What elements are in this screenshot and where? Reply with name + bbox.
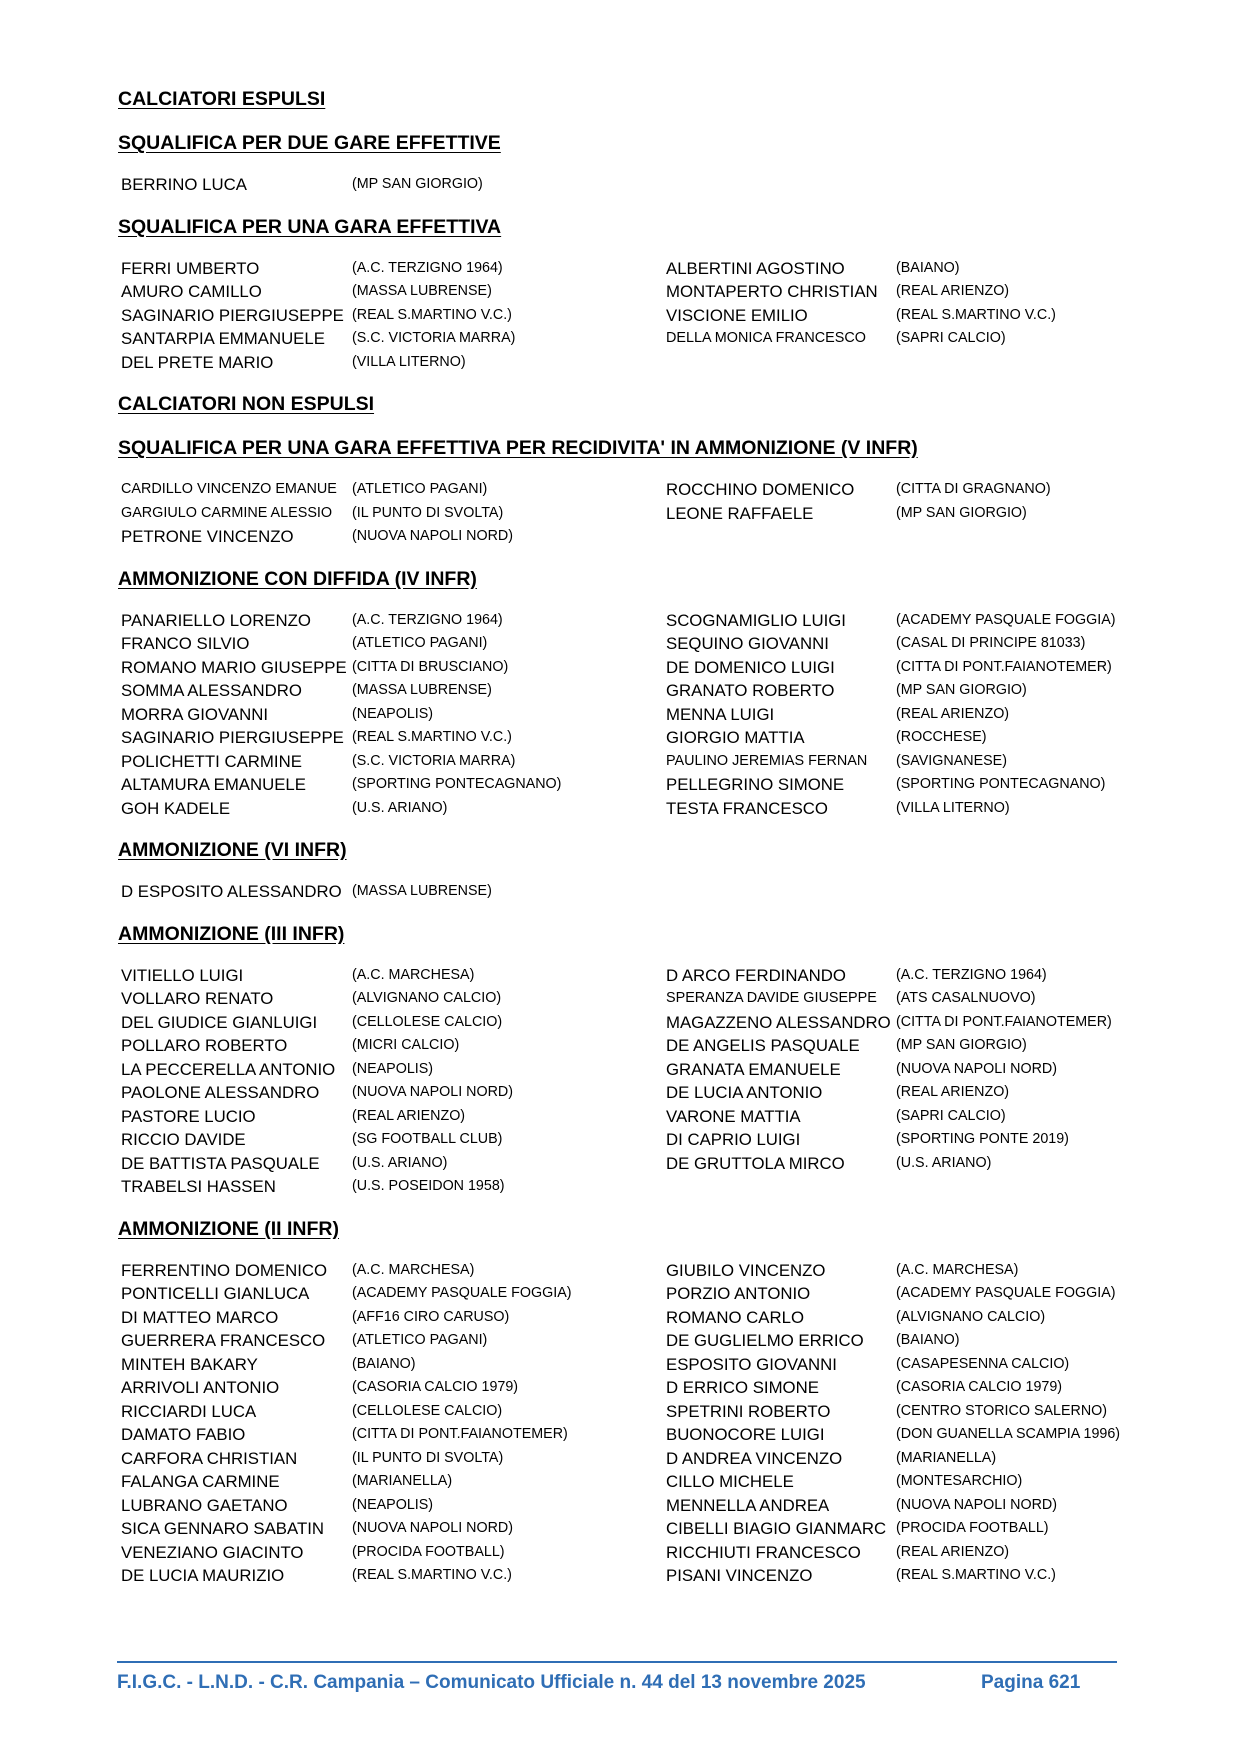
player-club: (U.S. ARIANO) [352,799,448,816]
player-name: D ERRICO SIMONE [666,1378,819,1397]
player-club: (BAIANO) [896,1332,960,1348]
player-club: (CASORIA CALCIO 1979) [896,1379,1063,1395]
player-name: LUBRANO GAETANO [121,1495,288,1515]
player-club: (REAL S.MARTINO V.C.) [896,1567,1056,1583]
player-club: (ROCCHESE) [896,729,987,745]
player-name: CARFORA CHRISTIAN [121,1448,298,1468]
player-club: (IL PUNTO DI SVOLTA) [352,504,504,521]
player-club: (A.C. TERZIGNO 1964) [352,611,503,628]
player-club: (CELLOLESE CALCIO) [352,1013,503,1030]
player-name: POLLARO ROBERTO [121,1036,288,1055]
player-club: (NEAPOLIS) [352,705,434,722]
player-name: DE GRUTTOLA MIRCO [666,1153,845,1173]
player-name: DI CAPRIO LUIGI [666,1130,801,1149]
player-club: (A.C. TERZIGNO 1964) [896,966,1047,983]
player-club: (REAL S.MARTINO V.C.) [352,1567,512,1583]
player-name: ARRIVOLI ANTONIO [121,1378,280,1397]
player-club: (CITTA DI PONT.FAIANOTEMER) [896,658,1112,675]
player-name: VOLLARO RENATO [121,989,274,1008]
player-club: (REAL S.MARTINO V.C.) [352,729,512,745]
player-list [121,173,1118,197]
player-club: (MP SAN GIORGIO) [352,176,483,192]
player-name: DE ANGELIS PASQUALE [666,1036,860,1055]
player-club: (CITTA DI PONT.FAIANOTEMER) [352,1426,568,1442]
section-heading: CALCIATORI NON ESPULSI [118,393,375,415]
player-club: (ATLETICO PAGANI) [352,1332,488,1348]
player-name: BERRINO LUCA [121,175,247,194]
player-list [121,609,1118,821]
player-name: SPERANZA DAVIDE GIUSEPPE [666,990,877,1006]
player-list [121,880,1118,904]
player-name: MENNELLA ANDREA [666,1495,830,1515]
player-club: (BAIANO) [352,1355,416,1372]
player-name: DEL GIUDICE GIANLUIGI [121,1012,318,1032]
subsection-heading: SQUALIFICA PER UNA GARA EFFETTIVA [118,215,502,238]
player-club: (S.C. VICTORIA MARRA) [352,330,516,346]
empty-cell [896,173,1121,197]
player-club: (MASSA LUBRENSE) [352,883,492,899]
player-name: DEL PRETE MARIO [121,352,274,372]
empty-cell [896,880,1121,904]
player-club: (IL PUNTO DI SVOLTA) [352,1449,504,1466]
player-club: (S.C. VICTORIA MARRA) [352,752,516,769]
player-name: CIBELLI BIAGIO GIANMARC [666,1519,887,1538]
player-name: FRANCO SILVIO [121,634,250,653]
subsection-heading: SQUALIFICA PER DUE GARE EFFETTIVE [118,132,501,154]
player-name: PETRONE VINCENZO [121,527,294,546]
player-club: (CITTA DI PONT.FAIANOTEMER) [896,1013,1112,1030]
player-name: POLICHETTI CARMINE [121,751,302,771]
player-name: TRABELSI HASSEN [121,1177,276,1196]
player-name: D ARCO FERDINANDO [666,965,846,985]
player-name: SEQUINO GIOVANNI [666,634,829,653]
player-name: GARGIULO CARMINE ALESSIO [121,504,333,521]
player-club: (AFF16 CIRO CARUSO) [352,1308,510,1325]
player-club: (VILLA LITERNO) [352,353,466,370]
player-list [121,1259,1121,1588]
player-club: (SPORTING PONTE 2019) [896,1131,1069,1147]
player-club: (CITTA DI BRUSCIANO) [352,658,509,675]
player-name: AMURO CAMILLO [121,282,262,301]
player-name: FERRI UMBERTO [121,258,260,278]
player-club: (BAIANO) [896,259,960,276]
empty-cell [896,525,1121,549]
page-content [118,84,1121,1606]
player-club: (NEAPOLIS) [352,1060,434,1077]
section-heading: CALCIATORI ESPULSI [118,88,326,110]
player-name: ROMANO CARLO [666,1307,804,1327]
player-club: (PROCIDA FOOTBALL) [352,1543,505,1560]
player-club: (MP SAN GIORGIO) [896,1037,1027,1053]
player-name: SANTARPIA EMMANUELE [121,329,325,348]
player-club: (ACADEMY PASQUALE FOGGIA) [352,1285,572,1301]
empty-cell [666,173,896,197]
player-club: (CASAPESENNA CALCIO) [896,1355,1070,1372]
player-list [121,478,1118,549]
player-club: (SPORTING PONTECAGNANO) [896,776,1106,792]
player-name: PISANI VINCENZO [666,1566,813,1585]
player-club: (CITTA DI GRAGNANO) [896,481,1051,497]
player-club: (SAPRI CALCIO) [896,330,1006,346]
player-name: DELLA MONICA FRANCESCO [666,330,866,346]
player-name: VITIELLO LUIGI [121,965,244,985]
player-club: (ATLETICO PAGANI) [352,481,488,497]
player-club: (A.C. TERZIGNO 1964) [352,259,503,276]
player-club: (ATS CASALNUOVO) [896,990,1036,1006]
player-name: GOH KADELE [121,798,231,818]
player-club: (NUOVA NAPOLI NORD) [352,1520,513,1536]
player-club: (A.C. MARCHESA) [352,966,475,983]
player-name: FALANGA CARMINE [121,1472,280,1491]
player-club: (ACADEMY PASQUALE FOGGIA) [896,1285,1116,1301]
player-name: MINTEH BAKARY [121,1354,258,1374]
player-name: ROMANO MARIO GIUSEPPE [121,657,347,677]
player-club: (NUOVA NAPOLI NORD) [352,1084,513,1100]
player-name: ALTAMURA EMANUELE [121,775,306,794]
player-club: (SPORTING PONTECAGNANO) [352,776,562,792]
player-club: (MASSA LUBRENSE) [352,682,492,698]
player-club: (A.C. MARCHESA) [352,1261,475,1278]
player-name: ROCCHINO DOMENICO [666,480,855,499]
player-name: PANARIELLO LORENZO [121,610,311,630]
player-club: (MARIANELLA) [352,1473,453,1489]
player-name: DE LUCIA ANTONIO [666,1083,823,1102]
player-club: (MP SAN GIORGIO) [896,682,1027,698]
player-name: GUERRERA FRANCESCO [121,1331,326,1350]
player-list [121,964,1118,1199]
player-name: PELLEGRINO SIMONE [666,775,845,794]
empty-cell [666,351,896,375]
player-name: PAULINO JEREMIAS FERNAN [666,752,868,769]
player-club: (REAL ARIENZO) [896,283,1010,299]
player-club: (CELLOLESE CALCIO) [352,1402,503,1419]
player-name: VARONE MATTIA [666,1106,801,1126]
player-name: LA PECCERELLA ANTONIO [121,1059,336,1079]
player-club: (CASORIA CALCIO 1979) [352,1379,519,1395]
player-name: RICCIO DAVIDE [121,1130,246,1149]
player-club: (U.S. ARIANO) [352,1154,448,1171]
player-name: PASTORE LUCIO [121,1106,256,1126]
player-club: (CENTRO STORICO SALERNO) [896,1402,1108,1419]
player-club: (SG FOOTBALL CLUB) [352,1131,503,1147]
player-club: (MASSA LUBRENSE) [352,283,492,299]
player-name: GRANATO ROBERTO [666,681,835,700]
player-club: (ALVIGNANO CALCIO) [352,990,502,1006]
subsection-heading: AMMONIZIONE (II INFR) [118,1217,339,1240]
player-name: TESTA FRANCESCO [666,798,828,818]
player-name: RICCHIUTI FRANCESCO [666,1542,861,1562]
player-name: DE DOMENICO LUIGI [666,657,835,677]
player-name: GIUBILO VINCENZO [666,1260,826,1280]
player-club: (A.C. MARCHESA) [896,1261,1019,1278]
subsection-heading: AMMONIZIONE (VI INFR) [118,839,347,861]
player-club: (REAL S.MARTINO V.C.) [896,306,1056,323]
player-name: FERRENTINO DOMENICO [121,1260,328,1280]
player-name: MENNA LUIGI [666,704,775,724]
empty-cell [666,880,896,904]
player-club: (NUOVA NAPOLI NORD) [352,528,513,544]
player-club: (U.S. POSEIDON 1958) [352,1178,505,1194]
player-club: (SAPRI CALCIO) [896,1107,1006,1124]
page-number: Pagina 621 [981,1672,1081,1693]
player-club: (CASAL DI PRINCIPE 81033) [896,635,1086,651]
subsection-heading: AMMONIZIONE (III INFR) [118,922,345,945]
player-name: CARDILLO VINCENZO EMANUE [121,481,337,497]
player-club: (MARIANELLA) [896,1449,997,1466]
player-name: BUONOCORE LUIGI [666,1425,825,1444]
player-name: CILLO MICHELE [666,1472,794,1491]
player-name: GRANATA EMANUELE [666,1059,841,1079]
player-club: (SAVIGNANESE) [896,752,1007,769]
player-name: SAGINARIO PIERGIUSEPPE [121,728,344,747]
player-name: D ANDREA VINCENZO [666,1448,843,1468]
player-name: VENEZIANO GIACINTO [121,1542,304,1562]
player-name: MAGAZZENO ALESSANDRO [666,1012,891,1032]
player-club: (MONTESARCHIO) [896,1473,1023,1489]
player-name: ESPOSITO GIOVANNI [666,1354,837,1374]
player-club: (MP SAN GIORGIO) [896,504,1027,521]
player-name: ALBERTINI AGOSTINO [666,258,845,278]
player-name: DE LUCIA MAURIZIO [121,1566,285,1585]
player-club: (NUOVA NAPOLI NORD) [896,1060,1057,1077]
player-name: VISCIONE EMILIO [666,305,808,325]
player-name: PONTICELLI GIANLUCA [121,1284,310,1303]
player-name: SCOGNAMIGLIO LUIGI [666,610,846,630]
player-name: DE BATTISTA PASQUALE [121,1153,320,1173]
player-name: RICCIARDI LUCA [121,1401,257,1421]
player-name: SPETRINI ROBERTO [666,1401,831,1421]
player-club: (REAL S.MARTINO V.C.) [352,306,512,323]
player-club: (MICRI CALCIO) [352,1037,460,1053]
player-name: SICA GENNARO SABATIN [121,1519,324,1538]
player-club: (VILLA LITERNO) [896,799,1010,816]
player-club: (NEAPOLIS) [352,1496,434,1513]
player-club: (REAL ARIENZO) [896,705,1010,722]
player-club: (ACADEMY PASQUALE FOGGIA) [896,611,1116,628]
footer-rule [117,1661,1117,1663]
player-club: (ALVIGNANO CALCIO) [896,1308,1046,1325]
player-name: LEONE RAFFAELE [666,503,814,523]
player-club: (PROCIDA FOOTBALL) [896,1520,1049,1536]
player-name: DI MATTEO MARCO [121,1307,279,1327]
player-name: DAMATO FABIO [121,1425,246,1444]
player-name: MORRA GIOVANNI [121,704,269,724]
player-club: (ATLETICO PAGANI) [352,635,488,651]
player-club: (NUOVA NAPOLI NORD) [896,1496,1057,1513]
player-club: (REAL ARIENZO) [896,1543,1010,1560]
footer-text: F.I.G.C. - L.N.D. - C.R. Campania – Comunicato Ufficiale n. 44 del 13 novembre 2025 [117,1672,866,1693]
player-name: PORZIO ANTONIO [666,1284,811,1303]
subsection-heading: SQUALIFICA PER UNA GARA EFFETTIVA PER RECIDIVITA' IN AMMONIZIONE (V INFR) [118,437,918,459]
empty-cell [666,1175,896,1199]
player-name: SOMMA ALESSANDRO [121,681,302,700]
player-club: (U.S. ARIANO) [896,1154,992,1171]
player-name: SAGINARIO PIERGIUSEPPE [121,305,344,325]
player-name: MONTAPERTO CHRISTIAN [666,282,878,301]
player-name: PAOLONE ALESSANDRO [121,1083,320,1102]
player-name: DE GUGLIELMO ERRICO [666,1331,864,1350]
player-club: (REAL ARIENZO) [896,1084,1010,1100]
empty-cell [896,351,1121,375]
player-name: GIORGIO MATTIA [666,728,805,747]
player-club: (DON GUANELLA SCAMPIA 1996) [896,1426,1121,1442]
empty-cell [666,525,896,549]
player-name: D ESPOSITO ALESSANDRO [121,882,342,901]
empty-cell [896,1175,1121,1199]
player-club: (REAL ARIENZO) [352,1107,466,1124]
player-list [121,257,1118,375]
subsection-heading: AMMONIZIONE CON DIFFIDA (IV INFR) [118,567,477,590]
